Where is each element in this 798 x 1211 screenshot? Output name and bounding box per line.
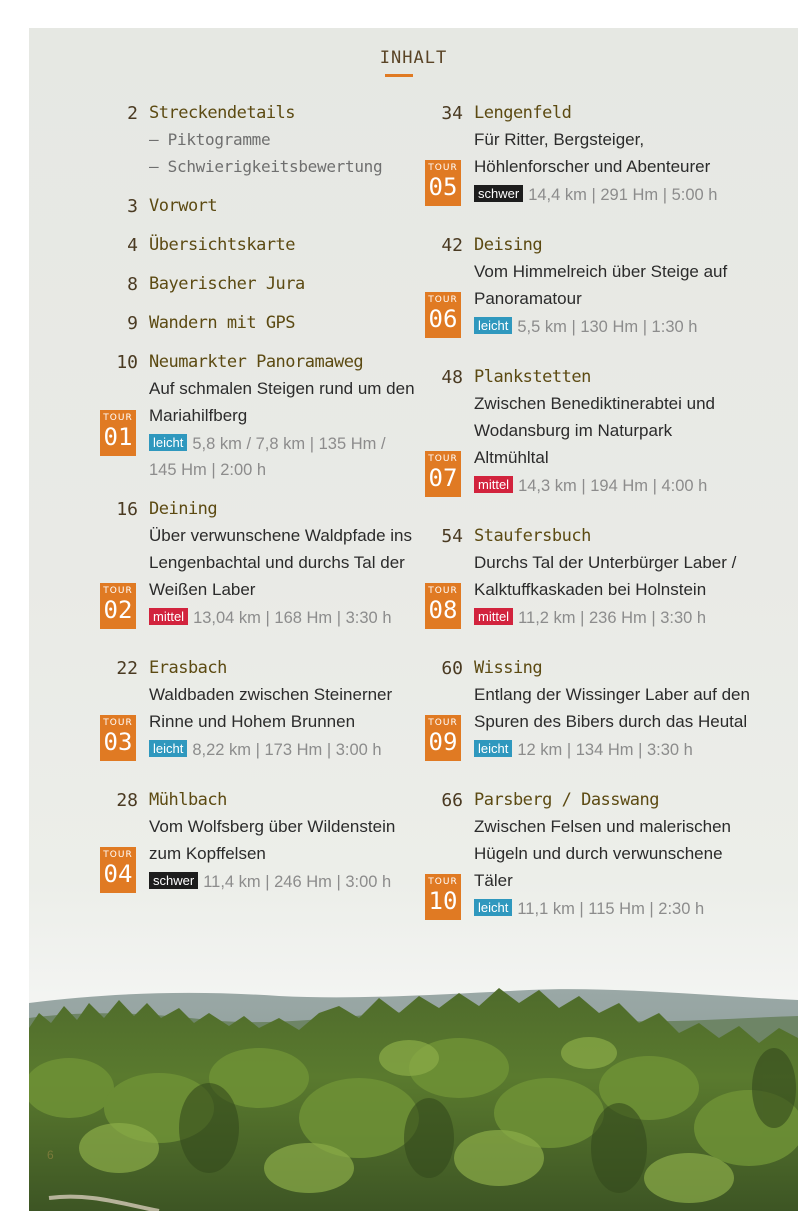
tour-stats (474, 899, 704, 919)
tour-number: 07 (428, 464, 458, 492)
toc-description: Zwischen Felsen und malerischen (474, 817, 732, 836)
toc-page-number: 16 (116, 499, 138, 520)
tour-number-badge (100, 847, 136, 893)
tour-number: 02 (103, 596, 133, 624)
tour-label: TOUR (103, 413, 133, 423)
toc-page-number: 3 (127, 196, 138, 217)
toc-heading: Parsberg / Dasswang (474, 790, 659, 810)
toc-page-number: 2 (127, 103, 138, 124)
tour-number-badge (425, 874, 461, 920)
tour-number: 03 (103, 728, 133, 756)
tour-stats-text: 11,1 km | 115 Hm | 2:30 h (517, 900, 705, 918)
tour-stats-text: 14,3 km | 194 Hm | 4:00 h (518, 477, 708, 495)
tour-stats (474, 608, 706, 628)
tour-number-badge (100, 715, 136, 761)
toc-description: zum Kopffelsen (149, 844, 266, 863)
toc-description: Waldbaden zwischen Steinerner (149, 685, 393, 704)
tour-label: TOUR (428, 877, 458, 887)
toc-description: Auf schmalen Steigen rund um den (149, 379, 415, 398)
toc-description: Lengenbachtal und durchs Tal der (149, 553, 405, 572)
title-underline (385, 74, 413, 77)
difficulty-badge: mittel (149, 608, 188, 625)
tour-stats-text: 12 km | 134 Hm | 3:30 h (517, 741, 693, 759)
tour-number: 09 (428, 728, 458, 756)
toc-description: Durchs Tal der Unterbürger Laber / (474, 553, 737, 572)
difficulty-badge: leicht (149, 740, 187, 757)
difficulty-badge: leicht (474, 740, 512, 757)
tour-number-badge (425, 583, 461, 629)
toc-description: Hügeln und durch verwunschene (474, 844, 723, 863)
toc-description: Wodansburg im Naturpark (474, 421, 673, 440)
difficulty-badge: leicht (474, 317, 512, 334)
toc-subitem: – Schwierigkeitsbewertung (149, 157, 383, 176)
tour-label: TOUR (428, 454, 458, 464)
toc-subitem: – Piktogramme (149, 130, 271, 149)
toc-heading: Plankstetten (474, 367, 591, 387)
toc-page-number: 9 (127, 313, 138, 334)
toc-description: Zwischen Benediktinerabtei und (474, 394, 715, 413)
toc-heading: Mühlbach (149, 790, 227, 810)
tour-label: TOUR (103, 586, 133, 596)
tour-stats (149, 434, 386, 454)
difficulty-badge: leicht (474, 899, 512, 916)
difficulty-badge: leicht (149, 434, 187, 451)
toc-description: Panoramatour (474, 289, 582, 308)
toc-page-number: 48 (441, 367, 463, 388)
difficulty-badge: mittel (474, 476, 513, 493)
content-sheet (29, 28, 798, 1211)
toc-heading: Wissing (474, 658, 543, 678)
tour-stats-continued: 145 Hm | 2:00 h (149, 461, 267, 479)
toc-heading: Streckendetails (149, 103, 296, 123)
toc-heading: Staufersbuch (474, 526, 591, 546)
toc-description: Altmühltal (474, 448, 549, 467)
tour-stats (149, 608, 392, 628)
toc-page-number: 28 (116, 790, 138, 811)
tour-label: TOUR (428, 295, 458, 305)
toc-description: Täler (474, 871, 513, 890)
tour-label: TOUR (428, 586, 458, 596)
toc-heading: Deising (474, 235, 543, 255)
toc-description: Rinne und Hohem Brunnen (149, 712, 356, 731)
toc-page-number: 10 (116, 352, 138, 373)
tour-stats (474, 476, 707, 496)
toc-heading: Übersichtskarte (149, 235, 296, 255)
tour-label: TOUR (428, 718, 458, 728)
toc-description: Entlang der Wissinger Laber auf den (474, 685, 750, 704)
toc-description: Über verwunschene Waldpfade ins (149, 526, 413, 545)
tour-number-badge (425, 715, 461, 761)
tour-number: 01 (103, 423, 133, 451)
toc-heading: Wandern mit GPS (149, 313, 296, 333)
difficulty-badge: schwer (474, 185, 523, 202)
toc-heading: Bayerischer Jura (149, 274, 305, 294)
tour-stats-text: 14,4 km | 291 Hm | 5:00 h (528, 186, 718, 204)
toc-page-number: 22 (116, 658, 138, 679)
tour-number-badge (425, 451, 461, 497)
toc-description: Weißen Laber (149, 580, 256, 599)
page-title: INHALT (379, 48, 448, 68)
toc-description: Kalktuffkaskaden bei Holnstein (474, 580, 707, 599)
tour-stats-text: 5,5 km | 130 Hm | 1:30 h (517, 318, 698, 336)
tour-number: 10 (428, 887, 458, 915)
tour-number: 06 (428, 305, 458, 333)
tour-stats (149, 740, 382, 760)
toc-page-number: 42 (441, 235, 463, 256)
tour-stats (474, 740, 693, 760)
tour-number-badge (425, 292, 461, 338)
toc-page-number: 60 (441, 658, 463, 679)
toc-description: Vom Wolfsberg über Wildenstein (149, 817, 396, 836)
tour-stats (474, 317, 697, 337)
toc-description: Höhlenforscher und Abenteurer (474, 157, 711, 176)
toc-heading: Vorwort (149, 196, 218, 216)
tour-stats (474, 185, 717, 205)
tour-stats-text: 11,4 km | 246 Hm | 3:00 h (203, 873, 392, 891)
tour-stats-text: 8,22 km | 173 Hm | 3:00 h (192, 741, 382, 759)
toc-heading: Lengenfeld (474, 103, 572, 123)
tour-stats-text: 11,2 km | 236 Hm | 3:30 h (518, 609, 707, 627)
toc-description: Mariahilfberg (149, 406, 248, 425)
toc-description: Für Ritter, Bergsteiger, (474, 130, 645, 149)
toc-page-number: 4 (127, 235, 138, 256)
tour-stats (149, 872, 391, 892)
tour-number: 04 (103, 860, 133, 888)
toc-page-number: 8 (127, 274, 138, 295)
tour-number: 05 (428, 173, 458, 201)
toc-description: Vom Himmelreich über Steige auf (474, 262, 728, 281)
toc-heading: Deining (149, 499, 218, 519)
tour-number: 08 (428, 596, 458, 624)
tour-label: TOUR (103, 718, 133, 728)
difficulty-badge: mittel (474, 608, 513, 625)
tour-stats-text: 5,8 km / 7,8 km | 135 Hm / (192, 435, 386, 453)
tour-stats-text: 13,04 km | 168 Hm | 3:30 h (193, 609, 392, 627)
toc-description: Spuren des Bibers durch das Heutal (474, 712, 748, 731)
tour-number-badge (425, 160, 461, 206)
toc-page-number: 34 (441, 103, 463, 124)
toc-heading: Erasbach (149, 658, 227, 678)
toc-page-number: 66 (441, 790, 463, 811)
toc-heading: Neumarkter Panoramaweg (149, 352, 364, 372)
tour-number-badge (100, 583, 136, 629)
difficulty-badge: schwer (149, 872, 198, 889)
page-number: 6 (47, 1148, 54, 1162)
tour-label: TOUR (428, 163, 458, 173)
tour-number-badge (100, 410, 136, 456)
toc-page-number: 54 (441, 526, 463, 547)
tour-label: TOUR (103, 850, 133, 860)
